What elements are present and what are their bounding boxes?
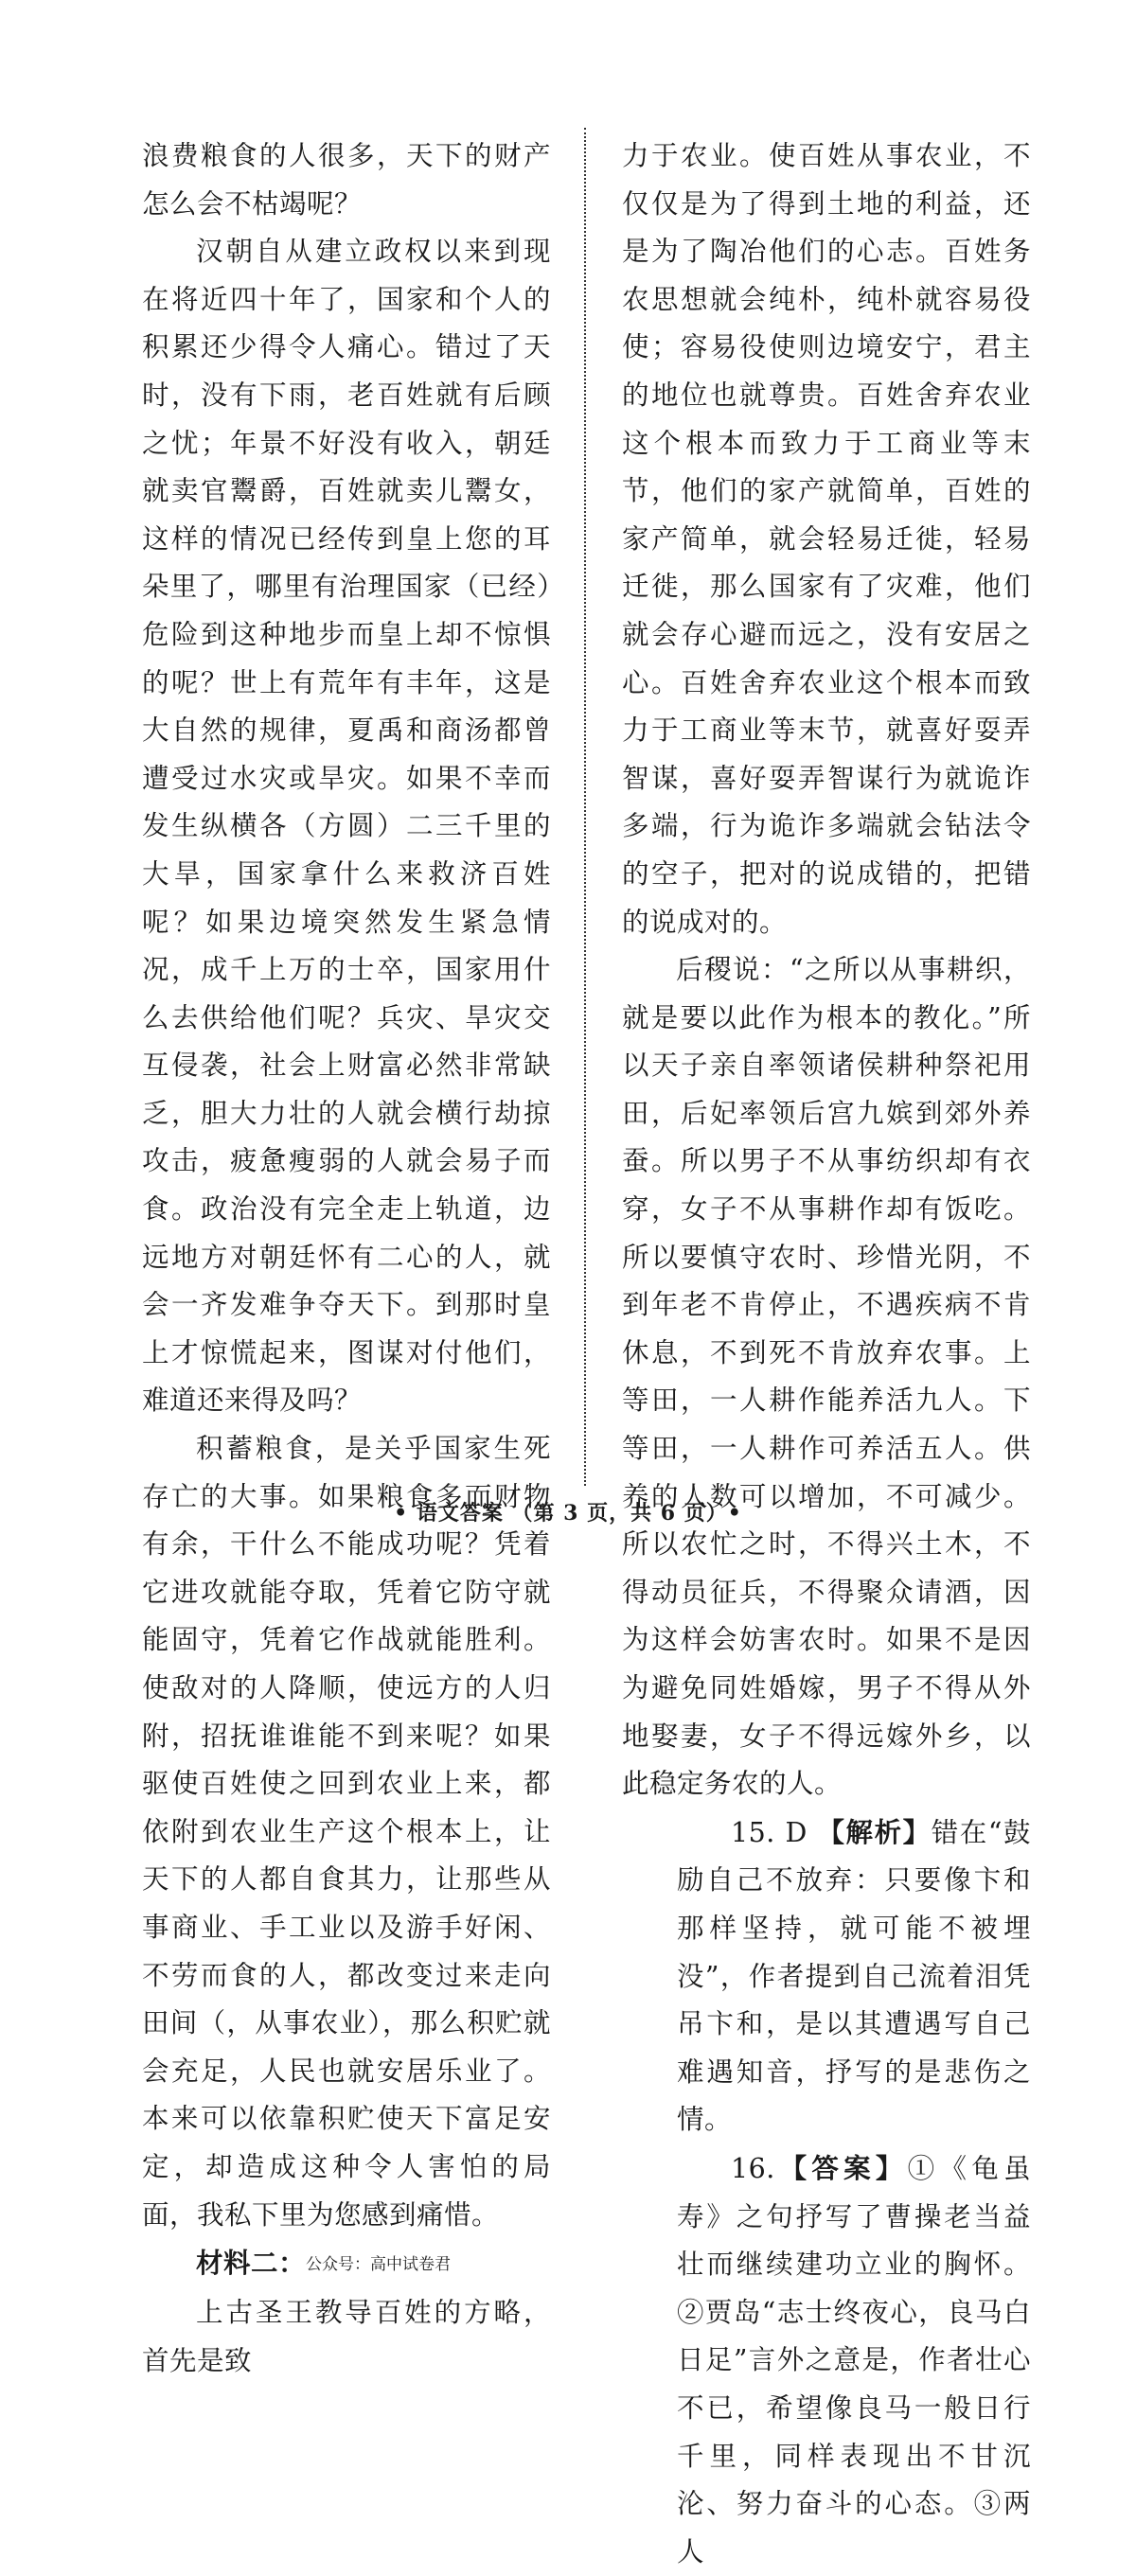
right-column (622, 132, 1031, 2576)
paragraph-agriculture-cont: 力于农业。使百姓从事农业，不仅仅是为了得到土地的利益，还是为了陶冶他们的心志。百姓务农思想就会纯朴，纯朴就容易役使；容易役使则边境安宁，君主的地位也就尊贵。百姓舍弃农业这个根本而致力于工商业等末节，他们的家产就简单，百姓的家产简单，就会轻易迁徙，轻易迁徙，那么国家有了灾难，他们就会存心避而远之，没有安居之心。百姓舍弃农业这个根本而致力于工商业等末节，就喜好耍弄智谋，喜好耍弄智谋行为就诡诈多端，行为诡诈多端就会钻法令的空子，把对的说成错的，把错的说成对的。 (622, 140, 1031, 938)
paragraph-grain-storage: 积蓄粮食，是关乎国家生死存亡的大事。如果粮食多而财物有余，干什么不能成功呢？凭着它进攻就能夺取，凭着它防守就能固守，凭着它作战就能胜利。使敌对的人降顺，使远方的人归附，招抚谁谁能不到来呢？如果驱使百姓使之回到农业上来，都依附到农业生产这个根本上，让天下的人都自食其力，让那些从事商业、手工业以及游手好闲、不劳而食的人，都改变过来走向田间（，从事农业），那么积贮就会充足，人民也就安居乐业了。本来可以依靠积贮使天下富足安定，却造成这种令人害怕的局面，我私下里为您感到痛惜。 (142, 1433, 551, 2231)
paragraph-han-dynasty: 汉朝自从建立政权以来到现在将近四十年了，国家和个人的积累还少得令人痛心。错过了天时，没有下雨，老百姓就有后顾之忧；年景不好没有收入，朝廷就卖官鬻爵，百姓就卖儿鬻女，这样的情况已经传到皇上您的耳朵里了，哪里有治理国家（已经）危险到这种地步而皇上却不惊惧的呢？世上有荒年有丰年，这是大自然的规律，夏禹和商汤都曾遭受过水灾或旱灾。如果不幸而发生纵横各（方圆）二三千里的大旱，国家拿什么来救济百姓呢？如果边境突然发生紧急情况，成千上万的士卒，国家用什么去供给他们呢？兵灾、旱灾交互侵袭，社会上财富必然非常缺乏，胆大力壮的人就会横行劫掠攻击，疲惫瘦弱的人就会易子而食。政治没有完全走上轨道，边远地方对朝廷怀有二心的人，就会一齐发难争夺天下。到那时皇上才惊慌起来，图谋对付他们，难道还来得及吗？ (142, 236, 551, 1417)
material-two-heading (142, 2239, 551, 2289)
paragraph-houji: 后稷说：“之所以从事耕织，就是要以此作为根本的教化。”所以天子亲自率领诸侯耕种祭祀用田，后妃率领后宫九嫔到郊外养蚕。所以男子不从事纺织却有衣穿，女子不从事耕作却有饭吃。所以要慎守农时、珍惜光阴，不到年老不肯停止，不遇疾病不肯休息，不到死不肯放弃农事。上等田，一人耕作能养活九人。下等田，一人耕作可养活五人。供养的人数可以增加，不可减少。所以农忙之时，不得兴土木，不得动员征兵，不得聚众请酒，因为这样会妨害农时。如果不是因为避免同姓婚嫁，男子不得从外地娶妻，女子不得远嫁外乡，以此稳定务农的人。 (622, 954, 1031, 1800)
question-16-number: 16. (731, 2152, 775, 2184)
paragraph-ancient-kings: 上古圣王教导百姓的方略，首先是致 (142, 2296, 551, 2376)
question-15-text: 错在“鼓励自己不放弃：只要像卞和那样坚持，就可能不被埋没”，作者提到自己流着泪凭吊卞和，是以其遭遇写自己难遇知音，抒写的是悲伤之情。 (677, 1816, 1032, 2136)
question-15-tag: 【解析】 (817, 1815, 932, 1848)
paragraph-continued: 浪费粮食的人很多，天下的财产怎么会不枯竭呢？ (142, 140, 551, 220)
question-15 (622, 1808, 1031, 2144)
material-two-label: 材料二： (196, 2247, 307, 2280)
question-15-number: 15. D (731, 1816, 808, 1848)
question-16-text: ①《龟虽寿》之句抒写了曹操老当益壮而继续建功立业的胸怀。②贾岛“志士终夜心，良马白日足”言外之意是，作者壮心不已，希望像良马一般日行千里，同样表现出不甘沉沦、努力奋斗的心态。③两人 (677, 2152, 1031, 2567)
question-16 (622, 2144, 1031, 2576)
watermark-text: 公众号：高中试卷君 (306, 2255, 452, 2274)
page-footer: • 语文答案 （第 3 页，共 6 页）• (394, 1501, 742, 1526)
left-column (142, 132, 551, 2385)
question-16-tag: 【答案】 (774, 2151, 908, 2184)
column-divider (584, 128, 586, 1486)
